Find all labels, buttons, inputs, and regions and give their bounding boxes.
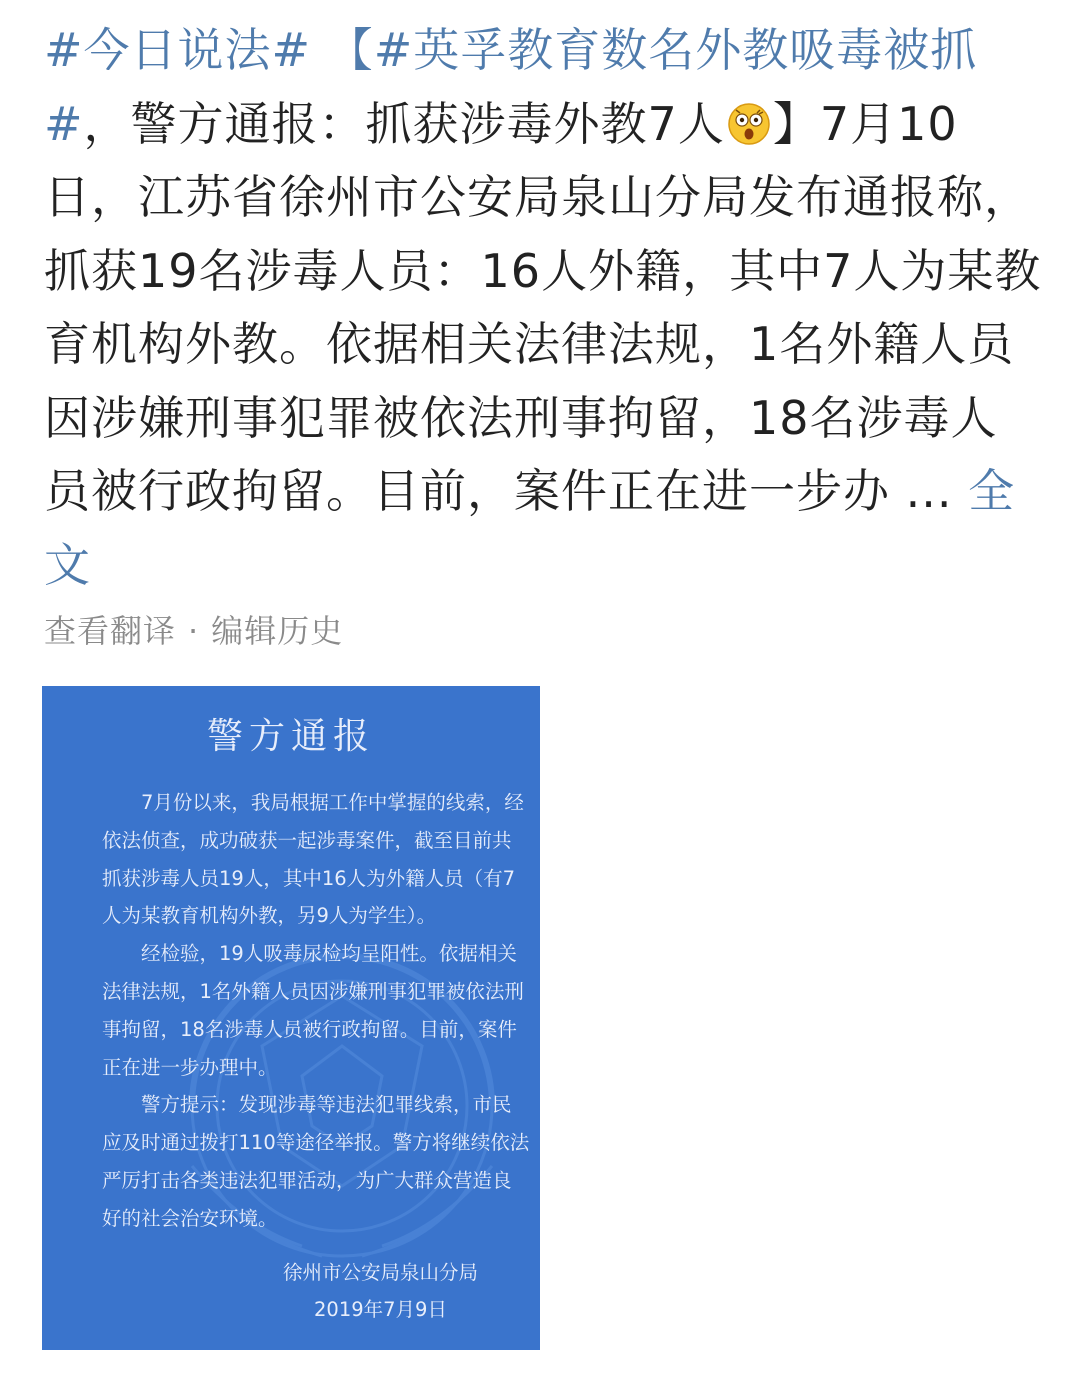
notice-signature-block (283, 1254, 478, 1328)
notice-date: 2019年7月9日 (314, 1298, 447, 1321)
notice-title: 警方通报 (206, 716, 375, 757)
notice-paragraph: 警方提示：发现涉毒等违法犯罪线索，市民应及时通过拨打110等途径举报。警方将继续依法严厉打击各类违法犯罪活动，为广大群众营造良好的社会治安环境。 (102, 1093, 530, 1230)
notice-paragraph: 7月份以来，我局根据工作中掌握的线索，经依法侦查，成功破获一起涉毒案件，截至目前共抓获涉毒人员19人，其中16人为外籍人员（有7人为某教育机构外教，另9人为学生）。 (102, 791, 524, 928)
shocked-face-icon (727, 102, 771, 146)
police-notice-image[interactable] (42, 686, 540, 1350)
meta-separator: · (188, 612, 200, 650)
notice-body (102, 784, 530, 1238)
post-text (44, 14, 1044, 602)
hashtag-jinrishuofa[interactable]: #今日说法# (44, 23, 312, 77)
edit-history-link[interactable]: 编辑历史 (211, 612, 344, 650)
post-text-part1: ，警方通报：抓获涉毒外教7人 (83, 96, 725, 151)
translate-link[interactable]: 查看翻译 (44, 612, 177, 650)
hashtag-topic[interactable]: 【#英孚教育数名外教吸毒被抓# (44, 23, 978, 151)
full-text-link[interactable]: 全文 (44, 464, 1016, 592)
post-text-part2: 】7月10日，江苏省徐州市公安局泉山分局发布通报称，抓获19名涉毒人员：16人外籍，其中7人为某教育机构外教。依据相关法律法规，1名外籍人员因涉嫌刑事犯罪被依法刑事拘留，18名涉毒人员被行政拘留。目前，案件正在进一步办 ... (44, 96, 1042, 518)
notice-signature: 徐州市公安局泉山分局 (282, 1261, 478, 1284)
post-meta-row (44, 606, 343, 656)
notice-paragraph: 经检验，19人吸毒尿检均呈阳性。依据相关法律法规，1名外籍人员因涉嫌刑事犯罪被依法刑事拘留，18名涉毒人员被行政拘留。目前，案件正在进一步办理中。 (102, 942, 524, 1079)
